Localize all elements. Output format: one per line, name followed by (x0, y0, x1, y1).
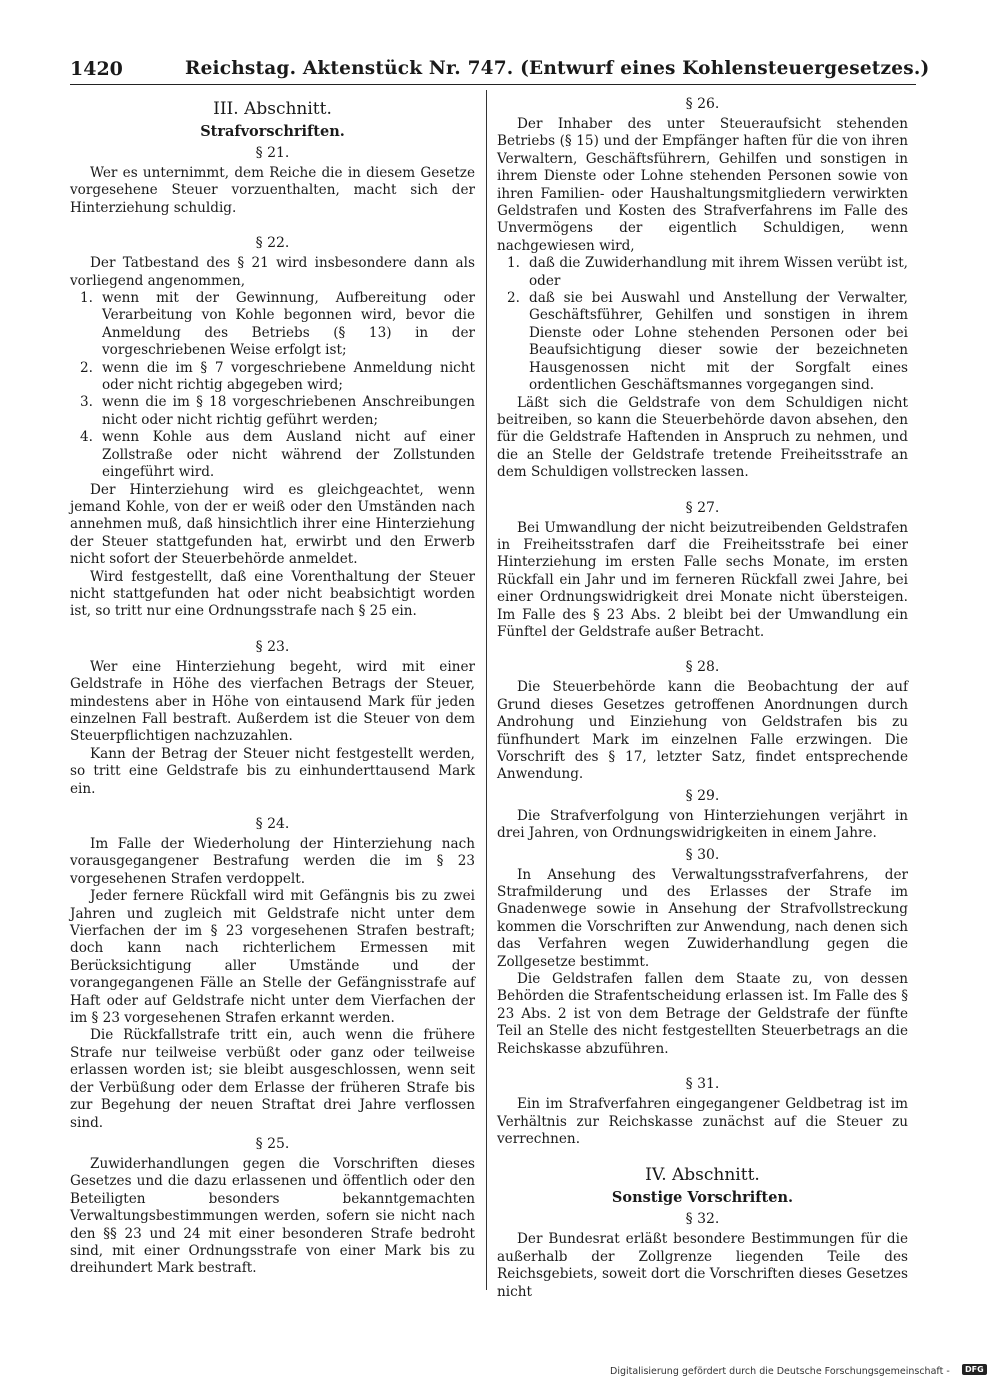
paragraph-text: Wird festgestellt, daß eine Vorenthaltung der Steuer nicht stattgefunden hat oder nicht beabsichtigt worden ist, so tritt nur eine Ordnungsstrafe nach § 25 ein. (70, 568, 475, 620)
paragraph-title-23: § 23. (255, 638, 290, 655)
list-item-number: 1. (80, 290, 93, 307)
list-item-number: 3. (80, 394, 93, 411)
list-item-text: wenn die im § 18 vorgeschriebenen Anschreibungen nicht oder nicht richtig geführt werden; (102, 394, 475, 428)
enumerated-list (497, 255, 908, 394)
paragraph-text: Kann der Betrag der Steuer nicht festgestellt werden, so tritt eine Geldstrafe bis zu einhunderttausend Mark ein. (70, 745, 475, 797)
paragraph-text: In Ansehung des Verwaltungsstrafverfahrens, der Strafmilderung und des Erlasses der Strafe im Gnadenwege sowie in Ansehung der Strafvollstreckung kommen die Vorschriften zur Anwendung, nach denen sich das Verfahren wegen Zuwiderhandlung gegen die Zollgesetze bestimmt. (497, 866, 908, 970)
paragraph-title-22: § 22. (255, 235, 290, 252)
paragraph-text: Der Inhaber des unter Steueraufsicht stehenden Betriebs (§ 15) und der Empfänger haften für die von ihren Verwaltern, Geschäftsführern, Gehilfen und sonstigen in ihrem Dienste oder Lohne stehenden Personen sowie von ihren Familien- oder Haushaltungsmitgliedern verwirkten Geldstrafen und Kosten des Strafverfahrens im Falle des Unvermögens der eigentlich Schuldigen, wenn nachgewiesen wird, (497, 116, 908, 254)
paragraph-title-29: § 29. (685, 787, 720, 804)
list-item (70, 429, 475, 481)
section-subheading-strafvorschriften: Strafvorschriften. (200, 123, 345, 140)
digitization-credit: Digitalisierung gefördert durch die Deutsche Forschungsgemeinschaft - (610, 1366, 950, 1377)
paragraph-title-25: § 25. (255, 1135, 290, 1152)
paragraph-text: Der Bundesrat erläßt besondere Bestimmungen für die außerhalb der Zollgrenze liegenden Teile des Reichsgebiets, soweit dort die Vorschriften dieses Gesetzes nicht (497, 1231, 908, 1300)
paragraph-text: Wer eine Hinterziehung begeht, wird mit einer Geldstrafe in Höhe des vierfachen Betrags der Steuer, mindestens aber in Höhe von eintausend Mark für jeden einzelnen Fall bestraft. Außerdem ist die Steuer von dem Steuerpflichtigen nachzuzahlen. (70, 658, 475, 745)
list-item-text: wenn die im § 7 vorgeschriebene Anmeldung nicht oder nicht richtig abgegeben wird; (102, 359, 475, 394)
paragraph-title-27: § 27. (685, 499, 720, 516)
list-item-text: wenn mit der Gewinnung, Aufbereitung oder Verarbeitung von Kohle begonnen wird, bevor die Anmeldung des Betriebs (§ 13) in der vorgeschriebenen Weise erfolgt ist; (102, 290, 475, 359)
list-item-number: 2. (507, 290, 520, 307)
list-item (70, 290, 475, 360)
paragraph-title-32: § 32. (685, 1211, 720, 1228)
list-item-number: 1. (507, 255, 520, 272)
left-column (70, 92, 475, 1278)
paragraph-text: Zuwiderhandlungen gegen die Vorschriften dieses Gesetzes und die dazu erlassenen und öffentlich oder den Beteiligten besonders bekanntgemachten Verwaltungsbestimmungen werden, sofern sie nicht nach den §§ 23 und 24 mit einer besonderen Strafe bedroht sind, mit einer Ordnungsstrafe von einer Mark bis zu dreihundert Mark bestraft. (70, 1155, 475, 1277)
dfg-logo-icon: DFG (962, 1364, 987, 1375)
column-divider (486, 90, 487, 1290)
list-item (497, 290, 908, 394)
paragraph-title-21: § 21. (255, 145, 290, 161)
paragraph-title-24: § 24. (255, 816, 290, 832)
paragraph-text: Wer es unternimmt, dem Reiche die in diesem Gesetze vorgesehene Steuer vorzuenthalten, macht sich der Hinterziehung schuldig. (70, 165, 475, 216)
paragraph-text: Die Rückfallstrafe tritt ein, auch wenn die frühere Strafe nur teilweise verbüßt oder ganz oder teilweise erlassen worden ist; sie bleibt ausgeschlossen, wenn seit der Verbüßung oder dem Erlasse der früheren Strafe bis zur Begehung der neuen Straftat drei Jahre verflossen sind. (70, 1027, 475, 1131)
list-item (497, 255, 908, 290)
list-item-number: 2. (80, 359, 93, 376)
paragraph-text: Jeder fernere Rückfall wird mit Gefängnis bis zu zwei Jahren und zugleich mit Geldstrafe nicht unter dem Vierfachen der im § 23 vorgesehenen Strafen bestraft; doch kann nach richterlichem Ermessen mit Berücksichtigung aller Umstände und der vorangegangenen Fälle an Stelle der Gefängnisstrafe auf Haft oder auf Geldstrafe nicht unter dem Vierfachen der im § 23 vorgesehenen Strafen erkannt werden. (70, 888, 475, 1027)
paragraph-text: Die Geldstrafen fallen dem Staate zu, von dessen Behörden die Strafentscheidung erlassen ist. Im Falle des § 23 Abs. 2 ist von dem Betrage der Geldstrafe der fünfte Teil an Stelle des nicht festgestellten Steuerbetrags an die Reichskasse abzuführen. (497, 971, 908, 1057)
list-item-text: daß sie bei Auswahl und Anstellung der Verwalter, Geschäftsführer, Gehilfen und sonstigen in ihrem Dienste oder Lohne stehenden Personen oder bei Beaufsichtigung dieser sowie der bezeichneten Hausgenossen nicht mit der Sorgfalt eines ordentlichen Geschäftsmannes vorgegangen sind. (529, 290, 908, 394)
paragraph-title-31: § 31. (685, 1076, 720, 1093)
list-item-text: wenn Kohle aus dem Ausland nicht auf einer Zollstraße oder nicht während der Zollstunden eingeführt wird. (102, 429, 475, 481)
paragraph-text: Der Hinterziehung wird es gleichgeachtet, wenn jemand Kohle, von der er weiß oder den Umständen nach annehmen muß, daß hinsichtlich ihrer eine Hinterziehung der Steuer stattgefunden hat, erwirbt und den Erwerb nicht sofort der Steuerbehörde anmeldet. (70, 481, 475, 568)
paragraph-text: Ein im Strafverfahren eingegangener Geldbetrag ist im Verhältnis zur Reichskasse zunächst auf die Steuer zu verrechnen. (497, 1096, 908, 1147)
running-title: Reichstag. Aktenstück Nr. 747. (Entwurf eines Kohlensteuergesetzes.) (185, 58, 930, 79)
paragraph-text: Bei Umwandlung der nicht beizutreibenden Geldstrafen in Freiheitsstrafen darf die Freiheitsstrafe bei einer Hinterziehung im ersten Falle sechs Monate, im ersten Rückfall ein Jahr und im ferneren Rückfall zwei Jahre, bei einer Ordnungswidrigkeit drei Monate nicht übersteigen. Im Falle des § 23 Abs. 2 bleibt bei der Umwandlung ein Fünftel der Geldstrafe außer Betracht. (497, 519, 908, 640)
paragraph-title-26: § 26. (685, 96, 720, 112)
paragraph-text: Läßt sich die Geldstrafe von dem Schuldigen nicht beitreiben, so kann die Steuerbehörde davon absehen, den für die Geldstrafe Haftenden in Anspruch zu nehmen, und die an Stelle der Geldstrafe tretende Freiheitsstrafe an dem Schuldigen vollstrecken lassen. (497, 394, 908, 481)
page-number: 1420 (70, 58, 123, 80)
paragraph-text: Die Steuerbehörde kann die Beobachtung der auf Grund dieses Gesetzes getroffenen Anordnungen durch Androhung und Einziehung von Geldstrafen bis zu fünfhundert Mark im einzelnen Falle erzwingen. Die Vorschrift des § 17, letzter Satz, findet entsprechende Anwendung. (497, 679, 908, 783)
paragraph-text: Im Falle der Wiederholung der Hinterziehung nach vorausgegangener Bestrafung werden die im § 23 vorgesehenen Strafen verdoppelt. (70, 836, 475, 887)
list-item (70, 394, 475, 429)
right-column (497, 92, 908, 1301)
list-item-text: daß die Zuwiderhandlung mit ihrem Wissen verübt ist, oder (529, 255, 908, 289)
paragraph-title-28: § 28. (685, 659, 720, 676)
paragraph-text: Die Strafverfolgung von Hinterziehungen verjährt in drei Jahren, von Ordnungswidrigkeiten in einem Jahre. (497, 807, 908, 842)
paragraph-title-30: § 30. (685, 846, 720, 863)
page-header (70, 54, 930, 85)
paragraph-text: Der Tatbestand des § 21 wird insbesondere dann als vorliegend angenommen, (70, 255, 475, 289)
section-subheading-sonstige-vorschriften: Sonstige Vorschriften. (611, 1189, 794, 1207)
enumerated-list (70, 290, 475, 481)
list-item (70, 360, 475, 395)
section-heading-abschnitt-4: IV. Abschnitt. (645, 1165, 760, 1186)
list-item-number: 4. (80, 429, 93, 446)
section-heading-abschnitt-3: III. Abschnitt. (213, 99, 332, 119)
